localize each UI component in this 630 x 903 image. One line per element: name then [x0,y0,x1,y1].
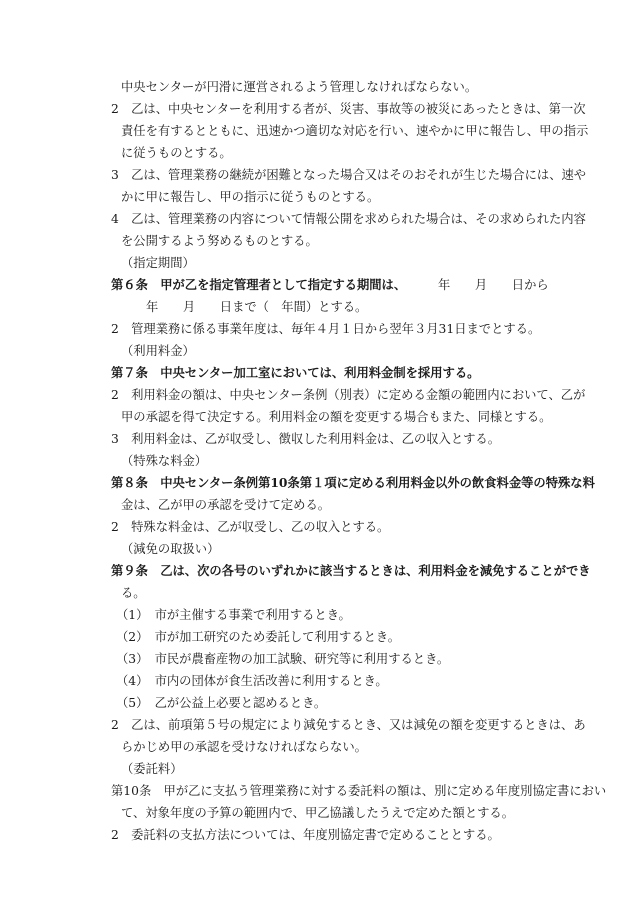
text-line: 甲の承認を得て決定する。利用料金の額を変更する場合もまた、同様とする。 [121,410,552,424]
text-line: 責任を有するとともに、迅速かつ適切な対応を行い、速やかに甲に報告し、甲の指示 [121,124,589,138]
text-line: 2 利用料金の額は、中央センター条例（別表）に定める金額の範囲内において、乙が [111,388,586,402]
article-heading: 第10条 甲が乙に支払う管理業務に対する委託料の額は、別に定める年度別協定書におい [111,784,607,798]
article-heading: 第９条 乙は、次の各号のいずれかに該当するときは、利用料金を減免することができ [111,563,591,578]
text-line: を公開するよう努めるものとする。 [121,234,318,248]
article-heading: 第８条 中央センター条例第10条第１項に定める利用料金以外の飲食料金等の特殊な料 [111,475,595,490]
section-heading: （指定期間） [121,256,195,270]
text-line: に従うものとする。 [121,146,232,160]
text-line: 2 委託料の支払方法については、年度別協定書で定めることとする。 [111,828,500,842]
text-line: 年 月 日まで（ 年間）とする。 [146,300,368,314]
list-item: （4） 市内の団体が食生活改善に利用するとき。 [116,674,388,688]
article-heading: 第６条 甲が乙を指定管理者として指定する期間は、 [111,277,407,292]
text-line: て、対象年度の予算の範囲内で、甲乙協議したうえで定めた額とする。 [121,806,515,820]
section-heading: （減免の取扱い） [121,542,220,556]
text-line: 4 乙は、管理業務の内容について情報公開を求められた場合は、その求められた内容 [111,212,586,226]
text-line: らかじめ甲の承認を受けなければならない。 [121,740,367,754]
text-line: かに甲に報告し、甲の指示に従うものとする。 [121,190,380,204]
section-heading: （利用料金） [121,344,195,358]
text-line: 年 月 日から [438,278,549,292]
list-item: （1） 市が主催する事業で利用するとき。 [116,608,351,622]
article-heading: 第７条 中央センター加工室においては、利用料金制を採用する。 [111,365,480,380]
list-item: （3） 市民が農畜産物の加工試験、研究等に利用するとき。 [116,652,450,666]
text-line: 2 特殊な料金は、乙が収受し、乙の収入とする。 [111,520,390,534]
text-line: る。 [121,586,146,600]
list-item: （5） 乙が公益上必要と認めるとき。 [116,696,327,710]
section-heading: （特殊な料金） [121,454,208,468]
text-line: 中央センターが円滑に運営されるよう管理しなければならない。 [121,80,478,94]
text-line: 2 乙は、中央センターを利用する者が、災害、事故等の被災にあったときは、第一次 [111,102,586,116]
text-line: 2 管理業務に係る事業年度は、毎年４月１日から翌年３月31日までとする。 [111,322,541,336]
text-line: 金は、乙が甲の承認を受けて定める。 [121,498,331,512]
text-line: 3 利用料金は、乙が収受し、徴収した利用料金は、乙の収入とする。 [111,432,501,446]
text-line: 3 乙は、管理業務の継続が困難となった場合又はそのおそれが生じた場合には、速や [111,168,587,182]
text-line: 2 乙は、前項第５号の規定により減免するとき、又は減免の額を変更するときは、あ [111,718,586,732]
list-item: （2） 市が加工研究のため委託して利用するとき。 [116,630,401,644]
section-heading: （委託料） [121,762,183,776]
